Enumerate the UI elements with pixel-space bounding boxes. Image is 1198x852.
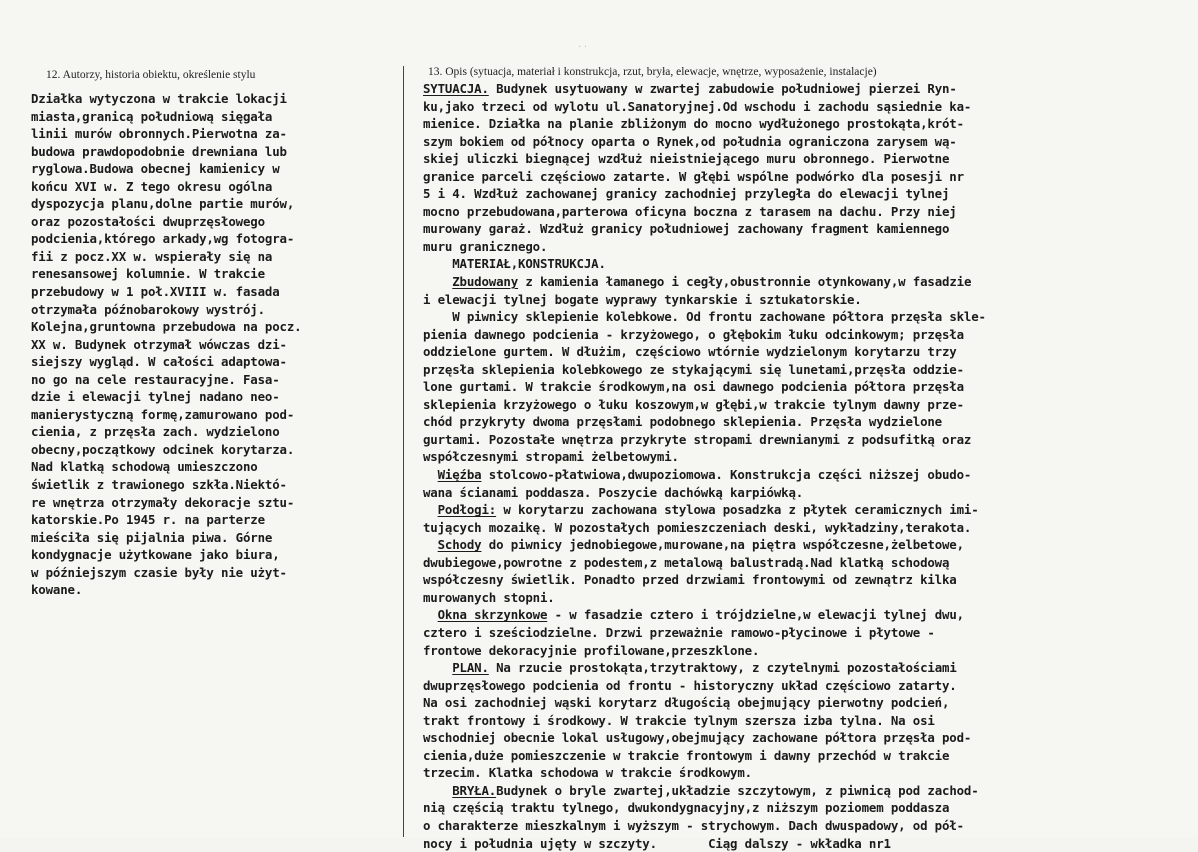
text-line: linii murów obronnych.Pierwotna za- <box>31 126 287 142</box>
text-line <box>423 589 986 607</box>
text-line: obecny,początkowy odcinek korytarza. <box>31 441 295 457</box>
text-run: sklepienia krzyżowego o łuku koszowym,w głębi,w trakcie tylnym dawny prze- <box>423 396 964 412</box>
text-line: fii z pocz.XX w. wspierały się na <box>31 248 273 264</box>
text-run: trzecim. Klatka schodowa w trakcie środkowym. <box>423 765 752 781</box>
text-line <box>423 203 986 221</box>
text-run: do piwnicy jednobiegowe,murowane,na piętra współczesne,żelbetowe, <box>481 537 964 553</box>
text-line: mieściła się pijalnia piwa. Górne <box>31 529 273 545</box>
text-line: cienia, z przęsła zach. wydzielono <box>31 424 280 440</box>
text-line <box>423 396 986 414</box>
text-line: katorskie.Po 1945 r. na parterze <box>31 512 265 528</box>
text-run: o charakterze mieszkalnym i wyższym - strychowym. Dach dwuspadowy, od pół- <box>423 817 964 833</box>
text-line <box>423 291 986 309</box>
text-line <box>423 729 986 747</box>
text-line <box>423 185 986 203</box>
text-line <box>423 238 986 256</box>
text-line <box>423 133 986 151</box>
text-run: mienice. Działka na planie zbliżonym do mocno wydłużonego prostokąta,krót- <box>423 116 964 132</box>
text-line: końcu XVI w. Z tego okresu ogólna <box>31 178 273 194</box>
text-line <box>423 361 986 379</box>
section-12-header: 12. Autorzy, historia obiektu, określenie stylu <box>46 69 256 81</box>
text-line: manierystyczną formę,zamurowano pod- <box>31 406 295 422</box>
text-run: frontowe dekoracyjnie profilowane,przeszklone. <box>423 642 760 658</box>
text-line <box>423 536 986 554</box>
text-run: - w fasadzie cztero i trójdzielne,w elewacji tylnej dwu, <box>547 607 964 623</box>
text-line <box>423 484 986 502</box>
text-line <box>423 115 986 133</box>
text-line <box>423 273 986 291</box>
text-run: oddzielone gurtem. W dłużim, częściowo wtórnie wydzielonym korytarzu trzy <box>423 344 957 360</box>
text-run: i elewacji tylnej bogate wyprawy tynkarskie i sztukatorskie. <box>423 291 862 307</box>
text-run: nocy i południa ujęty w szczyty. Ciąg dalszy - wkładka nr1 <box>423 835 891 851</box>
text-line <box>423 606 986 624</box>
description-text-column <box>423 80 986 852</box>
text-run: współczesny świetlik. Ponadto przed drzwiami frontowymi od zewnątrz kilka <box>423 572 957 588</box>
text-line <box>423 308 986 326</box>
text-run: wschodniej obecnie lokal usługowy,obejmujący zachowane półtora przęsła pod- <box>423 730 972 746</box>
text-run: pienia dawnego podcienia - krzyżowego, o głębokim łuku odcinkowym; przęsła <box>423 326 964 342</box>
text-run: cienia,duże pomieszczenie w trakcie frontowym i dawny przechód w trakcie <box>423 747 950 763</box>
text-run: murowanych stopni. <box>423 589 555 605</box>
section-13-header: 13. Opis (sytuacja, materiał i konstrukcja, rzut, bryła, elewacje, wnętrze, wyposażenie, instalacje) <box>428 66 877 78</box>
text-line: dyspozycja planu,dolne partie murów, <box>31 196 295 212</box>
text-run: 5 i 4. Wzdłuż zachowanej granicy zachodniej przyległa do elewacji tylnej <box>423 186 950 202</box>
text-run: szym bokiem od północy oparta o Rynek,od południa ograniczona zarysem wą- <box>423 133 957 149</box>
text-line <box>423 413 986 431</box>
text-line <box>423 168 986 186</box>
text-run: stolcowo-płatwiowa,dwupoziomowa. Konstrukcja części niższej obudo- <box>481 467 972 483</box>
text-line: XX w. Budynek otrzymał wówczas dzi- <box>31 336 287 352</box>
section-heading: Okna skrzynkowe <box>437 607 548 623</box>
text-run: Na rzucie prostokąta,trzytraktowy, z czytelnymi pozostałościami <box>488 660 957 676</box>
text-line <box>423 782 986 800</box>
text-run: dwuprzęsłowego podcienia od frontu - historyczny układ częściowo zatarty. <box>423 677 957 693</box>
text-run: współczesnymi stropami żelbetowymi. <box>423 449 679 465</box>
text-line: oraz pozostałości dwuprzęsłowego <box>31 213 265 229</box>
text-run: Na osi zachodniej wąski korytarz długością obejmujący pierwotny podcień, <box>423 695 950 711</box>
text-line <box>423 554 986 572</box>
text-line <box>423 98 986 116</box>
text-run: chód przykryty dwoma przęsłami podobnego sklepienia. Przęsła wydzielone <box>423 414 942 430</box>
text-line: przebudowy w 1 poł.XVIII w. fasada <box>31 284 280 300</box>
text-run: murowany garaż. Wzdłuż granicy południowej zachowany fragment kamiennego <box>423 221 950 237</box>
text-run: dwubiegowe,powrotne z podestem,z metalową balustradą.Nad klatką schodową <box>423 554 950 570</box>
text-line <box>423 677 986 695</box>
text-line <box>423 501 986 519</box>
text-line: Kolejna,gruntowna przebudowa na pocz. <box>31 319 302 335</box>
text-line <box>423 835 986 852</box>
text-line: kowane. <box>31 582 83 598</box>
text-line: w późniejszym czasie były nie użyt- <box>31 564 287 580</box>
text-line: re wnętrza otrzymały dekoracje sztu- <box>31 494 295 510</box>
text-line <box>423 642 986 660</box>
text-line <box>423 150 986 168</box>
text-line: renesansowej kolumnie. W trakcie <box>31 266 265 282</box>
text-line: świetlik z trawionego szkła.Niektó- <box>31 477 287 493</box>
text-line <box>423 326 986 344</box>
text-run: mocno przebudowana,parterowa oficyna boczna z tarasem na dachu. Przy niej <box>423 203 957 219</box>
scan-artifact: · · <box>578 42 588 53</box>
text-line <box>423 220 986 238</box>
text-run: granice parceli częściowo zatarte. W głębi wspólne podwórko dla posesji nr <box>423 168 964 184</box>
text-run: muru granicznego. <box>423 238 548 254</box>
text-run: gurtami. Pozostałe wnętrza przykryte stropami drewnianymi z podsufitką oraz <box>423 431 972 447</box>
text-line <box>423 431 986 449</box>
text-line <box>423 624 986 642</box>
text-run: wana ścianami poddasza. Poszycie dachówką karpiówką. <box>423 484 804 500</box>
text-line <box>423 466 986 484</box>
section-heading: Więźba <box>437 467 482 483</box>
section-heading: Schody <box>437 537 482 553</box>
text-run: W piwnicy sklepienie kolebkowe. Od frontu zachowane półtora przęsła skle- <box>452 309 986 325</box>
text-line <box>423 659 986 677</box>
text-line: siejszy wygląd. W całości adaptowa- <box>31 354 287 370</box>
section-heading: PLAN. <box>452 660 489 676</box>
text-line: kondygnacje użytkowane jako biura, <box>31 547 280 563</box>
text-run: skiej uliczki biegnącej wzdłuż nieistniejącego muru obronnego. Pierwotne <box>423 151 950 167</box>
text-line: miasta,granicą południową sięgała <box>31 108 273 124</box>
text-run: z kamienia łamanego i cegły,obustronnie otynkowany,w fasadzie <box>518 274 972 290</box>
text-line: otrzymała późnobarokowy wystrój. <box>31 301 265 317</box>
text-line: budowa prawdopodobnie drewniana lub <box>31 143 287 159</box>
text-line <box>423 255 986 273</box>
text-line <box>423 378 986 396</box>
text-run: cztero i sześciodzielne. Drzwi przeważnie ramowo-płycinowe i płytowe - <box>423 624 935 640</box>
text-line <box>423 519 986 537</box>
text-line <box>423 817 986 835</box>
text-line <box>423 764 986 782</box>
text-run: MATERIAŁ,KONSTRUKCJA. <box>452 256 606 272</box>
text-line <box>423 571 986 589</box>
text-line <box>423 799 986 817</box>
text-line <box>423 448 986 466</box>
section-heading: SYTUACJA. <box>423 81 489 96</box>
section-heading: BRYŁA. <box>452 782 497 798</box>
text-line: Działka wytyczona w trakcie lokacji <box>31 91 287 106</box>
text-run: Budynek usytuowany w zwartej zabudowie południowej pierzei Ryn- <box>488 81 957 96</box>
text-line: Nad klatką schodową umieszczono <box>31 459 258 475</box>
column-divider <box>403 66 404 837</box>
text-line <box>423 80 986 98</box>
text-run: lone gurtami. W trakcie środkowym,na osi dawnego podcienia półtora przęsła <box>423 379 964 395</box>
text-run: nią częścią traktu tylnego, dwukondygnacyjny,z niższym poziomem poddasza <box>423 800 950 816</box>
text-line: no go na cele restauracyjne. Fasa- <box>31 371 280 387</box>
history-text-column <box>31 90 301 599</box>
text-line <box>423 343 986 361</box>
text-run: przęsła sklepienia kolebkowego ze stykającymi się lunetami,przęsła oddzie- <box>423 361 964 377</box>
text-line <box>423 747 986 765</box>
text-line <box>423 712 986 730</box>
text-line: dzie i elewacji tylnej nadano neo- <box>31 389 280 405</box>
section-heading: Zbudowany <box>452 274 519 290</box>
text-run: trakt frontowy i środkowy. W trakcie tylnym szersza izba tylna. Na osi <box>423 712 935 728</box>
text-run: w korytarzu zachowana stylowa posadzka z płytek ceramicznych imi- <box>496 502 979 518</box>
text-run: ku,jako trzeci od wylotu ul.Sanatoryjnej.Od wschodu i zachodu sąsiednie ka- <box>423 98 972 114</box>
text-line: ryglowa.Budowa obecnej kamienicy w <box>31 161 280 177</box>
text-line: podcienia,którego arkady,wg fotogra- <box>31 231 295 247</box>
text-run: Budynek o bryle zwartej,układzie szczytowym, z piwnicą pod zachod- <box>496 782 979 798</box>
text-line <box>423 694 986 712</box>
text-run: tujących mozaikę. W pozostałych pomieszczeniach deski, wykładziny,terakota. <box>423 519 972 535</box>
section-heading: Podłogi: <box>437 502 497 518</box>
